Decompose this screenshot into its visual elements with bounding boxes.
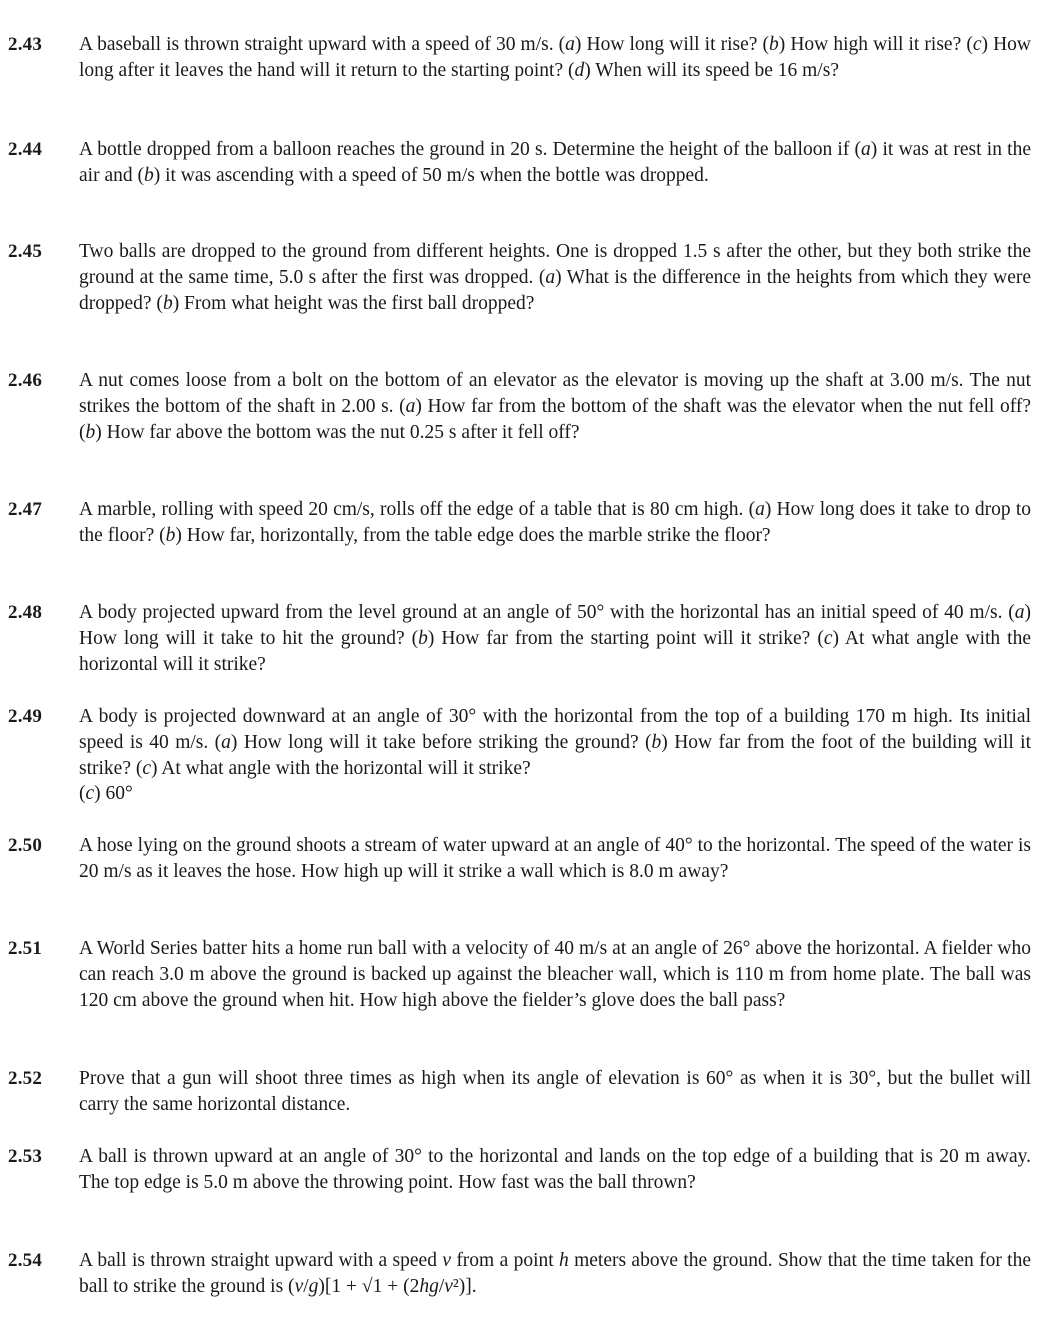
problem-text: A body projected upward from the level ground at an angle of 50° with the horizontal has an initial speed of 40 m/s. (a) How long will it take to hit the ground? (b) How far from the starting point will it strike? (c) At what angle with the horizontal will it strike? [79, 602, 1031, 675]
problem-text: A World Series batter hits a home run ball with a velocity of 40 m/s at an angle of 26° above the horizontal. A fielder who can reach 3.0 m above the ground is backed up against the bleacher wall, which is 110 m from home plate. The ball was 120 cm above the ground when hit. How high above the fielder’s glove does the ball pass? [79, 938, 1031, 1011]
problem-text: A nut comes loose from a bolt on the bottom of an elevator as the elevator is moving up the shaft at 3.00 m/s. The nut strikes the bottom of the shaft in 2.00 s. (a) How far from the bottom of the shaft was the elevator when the nut fell off? (b) How far above the bottom was the nut 0.25 s after it fell off? [79, 370, 1031, 443]
problem-number: 2.54 [8, 1250, 43, 1271]
problem-text: Prove that a gun will shoot three times as high when its angle of elevation is 60° as when it is 30°, but the bullet will carry the same horizontal distance. [79, 1068, 1031, 1115]
problem-number: 2.47 [8, 499, 43, 520]
problem-text: A body is projected downward at an angle of 30° with the horizontal from the top of a building 170 m high. Its initial speed is 40 m/s. (a) How long will it take before striking the ground? (b) How far from the foot of the building will it strike? (c) At what angle with the horizontal will it strike? (c) 60° [79, 704, 1031, 807]
problem-text: A marble, rolling with speed 20 cm/s, rolls off the edge of a table that is 80 cm high. (a) How long does it take to drop to the floor? (b) How far, horizontally, from the table edge does the marble strike the floor? [79, 499, 1031, 546]
problem-text: A bottle dropped from a balloon reaches the ground in 20 s. Determine the height of the balloon if (a) it was at rest in the air and (b) it was ascending with a speed of 50 m/s when the bottle was dropped. [79, 139, 1031, 186]
problem-text: Two balls are dropped to the ground from different heights. One is dropped 1.5 s after the other, but they both strike the ground at the same time, 5.0 s after the first was dropped. (a) What is the difference in the heights from which they were dropped? (b) From what height was the first ball dropped? [79, 241, 1031, 314]
problem-text: A ball is thrown upward at an angle of 30° to the horizontal and lands on the top edge of a building that is 20 m away. The top edge is 5.0 m above the throwing point. How fast was the ball thrown? [79, 1146, 1031, 1193]
problem-number: 2.44 [8, 139, 43, 160]
problem-text: A hose lying on the ground shoots a stream of water upward at an angle of 40° to the horizontal. The speed of the water is 20 m/s as it leaves the hose. How high up will it strike a wall which is 8.0 m away? [79, 835, 1031, 882]
problem-number: 2.43 [8, 34, 43, 55]
problem-number: 2.51 [8, 938, 43, 959]
problem-answer: (c) 60° [79, 783, 133, 805]
problem-text: A ball is thrown straight upward with a speed v from a point h meters above the ground. Show that the time taken for the ball to strike the ground is (v/g)[1 + √1 + (2hg/v²)]. [79, 1250, 1031, 1297]
problem-number: 2.53 [8, 1146, 43, 1167]
problem-number: 2.49 [8, 706, 43, 727]
problem-number: 2.45 [8, 241, 43, 262]
problem-number: 2.48 [8, 602, 43, 623]
problem-number: 2.46 [8, 370, 43, 391]
problem-number: 2.52 [8, 1068, 43, 1089]
problem-text: A baseball is thrown straight upward with a speed of 30 m/s. (a) How long will it rise? (b) How high will it rise? (c) How long after it leaves the hand will it return to the starting point? (d) When will its speed be 16 m/s? [79, 34, 1031, 81]
problem-number: 2.50 [8, 835, 43, 856]
